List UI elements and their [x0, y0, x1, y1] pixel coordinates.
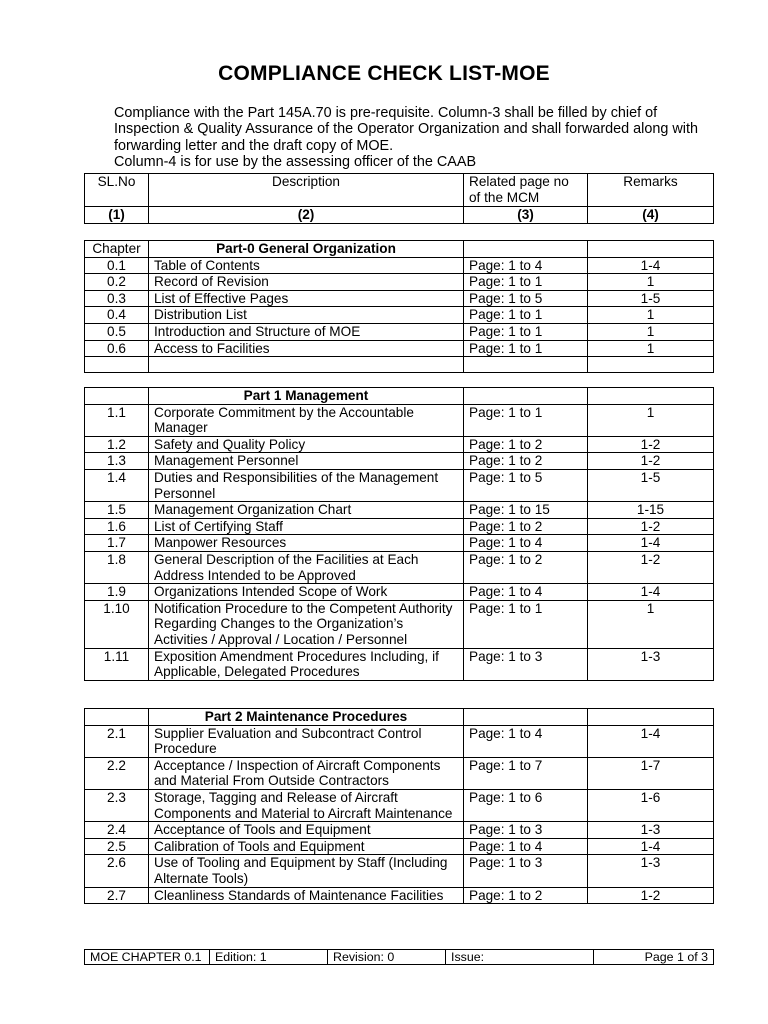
- row-sl: 1.11: [85, 648, 149, 680]
- table-row: [85, 551, 714, 583]
- row-description: List of Certifying Staff: [149, 518, 464, 535]
- header-related-page: Related page no of the MCM: [464, 174, 588, 207]
- row-remarks: 1-6: [588, 789, 714, 821]
- document-title: COMPLIANCE CHECK LIST-MOE: [218, 62, 550, 85]
- row-sl: 2.1: [85, 725, 149, 757]
- row-page: Page: 1 to 1: [464, 274, 588, 291]
- row-page: Page: 1 to 5: [464, 290, 588, 307]
- table-row: [85, 757, 714, 789]
- row-page: Page: 1 to 4: [464, 838, 588, 855]
- row-remarks: 1-2: [588, 518, 714, 535]
- table-row: [85, 307, 714, 324]
- row-page: Page: 1 to 1: [464, 323, 588, 340]
- table-row: [85, 648, 714, 680]
- row-description: Cleanliness Standards of Maintenance Facilities: [149, 887, 464, 904]
- table-row: [85, 600, 714, 648]
- row-sl: 1.6: [85, 518, 149, 535]
- row-remarks: 1: [588, 340, 714, 357]
- row-description: Notification Procedure to the Competent Authority Regarding Changes to the Organization’s Activities / Approval / Location / Personnel: [149, 600, 464, 648]
- footer-issue: Issue:: [446, 950, 594, 965]
- table-row: [85, 323, 714, 340]
- table-row: [85, 584, 714, 601]
- row-description: Introduction and Structure of MOE: [149, 323, 464, 340]
- intro-paragraph-2: Column-4 is for use by the assessing officer of the CAAB: [114, 154, 477, 171]
- row-page: Page: 1 to 2: [464, 453, 588, 470]
- row-remarks: 1: [588, 323, 714, 340]
- row-sl: 2.6: [85, 855, 149, 887]
- row-page: Page: 1 to 2: [464, 887, 588, 904]
- table-row: [85, 838, 714, 855]
- table-row: [85, 518, 714, 535]
- row-remarks: 1-7: [588, 757, 714, 789]
- row-page: Page: 1 to 7: [464, 757, 588, 789]
- row-sl: 1.3: [85, 453, 149, 470]
- intro-paragraph-1: Compliance with the Part 145A.70 is pre-requisite. Column-3 shall be filled by chief of Inspection & Quality Assurance of the Operator Organization and shall forwarded along with forwarding letter and the draft copy of MOE.: [114, 105, 698, 154]
- row-page: Page: 1 to 5: [464, 469, 588, 501]
- row-sl: 1.2: [85, 436, 149, 453]
- row-remarks: 1: [588, 404, 714, 436]
- header-remarks: Remarks: [588, 174, 714, 207]
- row-sl: 2.2: [85, 757, 149, 789]
- chapter-label: Chapter: [85, 241, 149, 258]
- row-page: Page: 1 to 3: [464, 822, 588, 839]
- row-description: General Description of the Facilities at Each Address Intended to be Approved: [149, 551, 464, 583]
- empty-row: [85, 357, 714, 373]
- row-page: Page: 1 to 4: [464, 584, 588, 601]
- row-remarks: 1-4: [588, 725, 714, 757]
- row-remarks: 1-4: [588, 257, 714, 274]
- part1-table: [84, 387, 714, 681]
- row-page: Page: 1 to 2: [464, 436, 588, 453]
- row-remarks: 1-2: [588, 551, 714, 583]
- row-sl: 1.4: [85, 469, 149, 501]
- row-remarks: 1-2: [588, 453, 714, 470]
- table-row: [85, 789, 714, 821]
- row-description: Access to Facilities: [149, 340, 464, 357]
- row-sl: 2.5: [85, 838, 149, 855]
- row-page: Page: 1 to 1: [464, 600, 588, 648]
- table-row: [85, 725, 714, 757]
- row-page: Page: 1 to 3: [464, 648, 588, 680]
- table-row: [85, 535, 714, 552]
- row-remarks: 1: [588, 307, 714, 324]
- header-num-1: (1): [85, 207, 149, 224]
- row-sl: 2.4: [85, 822, 149, 839]
- row-sl: 1.10: [85, 600, 149, 648]
- row-description: List of Effective Pages: [149, 290, 464, 307]
- table-row: [85, 404, 714, 436]
- row-sl: 2.3: [85, 789, 149, 821]
- table-row: [85, 502, 714, 519]
- row-page: Page: 1 to 1: [464, 307, 588, 324]
- table-row: [85, 453, 714, 470]
- row-sl: 0.5: [85, 323, 149, 340]
- row-remarks: 1-5: [588, 469, 714, 501]
- table-row: [85, 822, 714, 839]
- row-sl: 1.9: [85, 584, 149, 601]
- header-slno: SL.No: [85, 174, 149, 207]
- row-sl: 0.2: [85, 274, 149, 291]
- row-remarks: 1-15: [588, 502, 714, 519]
- row-page: Page: 1 to 1: [464, 340, 588, 357]
- row-page: Page: 1 to 4: [464, 257, 588, 274]
- row-remarks: 1-4: [588, 535, 714, 552]
- row-description: Calibration of Tools and Equipment: [149, 838, 464, 855]
- table-row: [85, 855, 714, 887]
- row-sl: 0.6: [85, 340, 149, 357]
- row-page: Page: 1 to 6: [464, 789, 588, 821]
- row-description: Management Personnel: [149, 453, 464, 470]
- row-remarks: 1-3: [588, 855, 714, 887]
- row-remarks: 1: [588, 600, 714, 648]
- header-table: [84, 173, 714, 224]
- table-row: [85, 887, 714, 904]
- row-remarks: 1-3: [588, 648, 714, 680]
- row-sl: 1.7: [85, 535, 149, 552]
- row-description: Record of Revision: [149, 274, 464, 291]
- row-description: Management Organization Chart: [149, 502, 464, 519]
- row-remarks: 1-4: [588, 838, 714, 855]
- row-sl: 1.8: [85, 551, 149, 583]
- page-footer: [84, 949, 714, 965]
- table-row: [85, 340, 714, 357]
- row-description: Safety and Quality Policy: [149, 436, 464, 453]
- header-num-4: (4): [588, 207, 714, 224]
- table-row: [85, 290, 714, 307]
- row-description: Duties and Responsibilities of the Management Personnel: [149, 469, 464, 501]
- header-description: Description: [149, 174, 464, 207]
- row-page: Page: 1 to 4: [464, 725, 588, 757]
- row-page: Page: 1 to 4: [464, 535, 588, 552]
- row-sl: 0.4: [85, 307, 149, 324]
- row-page: Page: 1 to 2: [464, 518, 588, 535]
- part2-heading: Part 2 Maintenance Procedures: [149, 709, 464, 726]
- row-description: Corporate Commitment by the Accountable Manager: [149, 404, 464, 436]
- part0-table: [84, 240, 714, 373]
- row-description: Manpower Resources: [149, 535, 464, 552]
- part2-table: [84, 708, 714, 904]
- row-remarks: 1: [588, 274, 714, 291]
- row-description: Acceptance of Tools and Equipment: [149, 822, 464, 839]
- row-remarks: 1-3: [588, 822, 714, 839]
- row-remarks: 1-2: [588, 436, 714, 453]
- row-description: Organizations Intended Scope of Work: [149, 584, 464, 601]
- part0-heading: Part-0 General Organization: [149, 241, 464, 258]
- row-page: Page: 1 to 2: [464, 551, 588, 583]
- row-description: Acceptance / Inspection of Aircraft Components and Material From Outside Contractors: [149, 757, 464, 789]
- table-row: [85, 274, 714, 291]
- row-page: Page: 1 to 3: [464, 855, 588, 887]
- row-sl: 2.7: [85, 887, 149, 904]
- table-row: [85, 469, 714, 501]
- row-sl: 1.1: [85, 404, 149, 436]
- header-num-2: (2): [149, 207, 464, 224]
- table-row: [85, 436, 714, 453]
- row-description: Table of Contents: [149, 257, 464, 274]
- row-description: Use of Tooling and Equipment by Staff (Including Alternate Tools): [149, 855, 464, 887]
- row-description: Storage, Tagging and Release of Aircraft Components and Material to Aircraft Maintenance: [149, 789, 464, 821]
- row-description: Supplier Evaluation and Subcontract Control Procedure: [149, 725, 464, 757]
- footer-chapter: MOE CHAPTER 0.1: [85, 950, 210, 965]
- intro-text: [114, 105, 724, 171]
- row-sl: 0.1: [85, 257, 149, 274]
- row-sl: 1.5: [85, 502, 149, 519]
- row-description: Distribution List: [149, 307, 464, 324]
- footer-page-number: Page 1 of 3: [594, 950, 714, 965]
- footer-revision: Revision: 0: [328, 950, 446, 965]
- row-sl: 0.3: [85, 290, 149, 307]
- table-row: [85, 257, 714, 274]
- part1-heading: Part 1 Management: [149, 388, 464, 405]
- row-remarks: 1-2: [588, 887, 714, 904]
- row-page: Page: 1 to 15: [464, 502, 588, 519]
- row-description: Exposition Amendment Procedures Including, if Applicable, Delegated Procedures: [149, 648, 464, 680]
- footer-edition: Edition: 1: [210, 950, 328, 965]
- row-remarks: 1-5: [588, 290, 714, 307]
- row-remarks: 1-4: [588, 584, 714, 601]
- row-page: Page: 1 to 1: [464, 404, 588, 436]
- header-num-3: (3): [464, 207, 588, 224]
